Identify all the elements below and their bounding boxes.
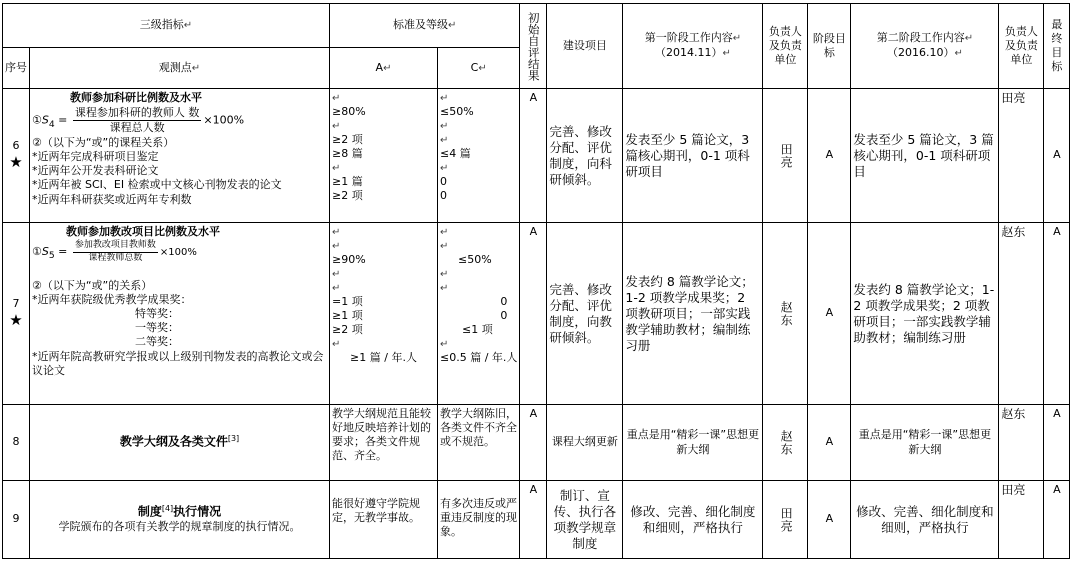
table-row — [3, 89, 1070, 223]
row-phase1: 重点是用“精彩一课”思想更新大纲 — [623, 405, 763, 481]
row-seq: 8 — [3, 405, 30, 481]
row-target: A — [808, 481, 851, 559]
table-row — [3, 405, 1070, 481]
row-person1: 田亮 — [763, 481, 808, 559]
row-observation: 制度[4]执行情况 学院颁布的各项有关教学的规章制度的执行情况。 — [30, 481, 330, 559]
row-final: A — [1044, 481, 1070, 559]
header-responsible: 负责人及负责单位 — [763, 4, 808, 89]
row-person1: 赵东 — [763, 223, 808, 405]
row-project: 课程大纲更新 — [547, 405, 623, 481]
header-initial: 初始自评结果 — [520, 4, 547, 89]
row-target: A — [808, 89, 851, 223]
row-seq: 9 — [3, 481, 30, 559]
row-phase2: 发表约 8 篇教学论文；1-2 项教学成果奖；2 项教研项目；一部实践教学辅助教材；编制练习册 — [851, 223, 999, 405]
row-phase2: 发表至少 5 篇论文，3 篇核心期刊，0-1 项科研项目 — [851, 89, 999, 223]
row-grade-c: ↵ ≤50% ↵ ↵ ≤4 篇 ↵ 0 0 — [438, 89, 520, 223]
row-project: 完善、修改分配、评优制度，向教研倾斜。 — [547, 223, 623, 405]
evaluation-table — [2, 3, 1070, 559]
row-initial: A — [520, 405, 547, 481]
header-project: 建设项目 — [547, 4, 623, 89]
header-observation: 观测点↵ — [30, 48, 330, 89]
header-target: 阶段目标 — [808, 4, 851, 89]
header-grade-a: A↵ — [330, 48, 438, 89]
row-initial: A — [520, 481, 547, 559]
row-phase1: 发表至少 5 篇论文，3 篇核心期刊，0-1 项科研项目 — [623, 89, 763, 223]
header-responsible2: 负责人及负责单位 — [999, 4, 1044, 89]
header-level3: 三级指标↵ — [3, 4, 330, 48]
row-initial: A — [520, 223, 547, 405]
row-person2: 田亮 — [999, 481, 1044, 559]
row-project: 完善、修改分配、评优制度，向科研倾斜。 — [547, 89, 623, 223]
header-grade-c: C↵ — [438, 48, 520, 89]
row-phase2: 重点是用“精彩一课”思想更新大纲 — [851, 405, 999, 481]
row-observation: 教学大纲及各类文件[3] — [30, 405, 330, 481]
header-final: 最终目标 — [1044, 4, 1070, 89]
star-icon: ★ — [9, 152, 23, 171]
row-grade-c: ↵ ↵ ≤50% ↵ ↵ 0 0 ≤1 项 ↵ ≤0.5 篇 / 年.人 — [438, 223, 520, 405]
row-phase1: 修改、完善、细化制度和细则，严格执行 — [623, 481, 763, 559]
row-target: A — [808, 223, 851, 405]
row-observation: 教师参加科研比例数及水平 $①S_4$ = $\frac{\text{课程参加科研的教师人 数}}{\text{课程总人数}}$ ×100% ②（以下为“或”的课程关系） *近两年完成科研项目鉴定 *近两年公开发表科研论文 *近两年被 SCI、EI 检索或中文核心刊物发表的论文 *近两年科研获奖或近两年专利数 — [30, 89, 330, 223]
row-person1: 赵东 — [763, 405, 808, 481]
row-phase1: 发表约 8 篇教学论文；1-2 项教学成果奖；2 项教研项目；一部实践教学辅助教材；编制练习册 — [623, 223, 763, 405]
row-grade-c: 有多次违反或严重违反制度的现象。 — [438, 481, 520, 559]
row-final: A — [1044, 223, 1070, 405]
row-grade-a: 教学大纲规范且能较好地反映培养计划的要求；各类文件规范、齐全。 — [330, 405, 438, 481]
header-seq: 序号 — [3, 48, 30, 89]
row-person1: 田亮 — [763, 89, 808, 223]
row-grade-a: ↵ ≥80% ↵ ≥2 项 ≥8 篇 ↵ ≥1 篇 ≥2 项 — [330, 89, 438, 223]
row-project: 制订、宣传、执行各项教学规章制度 — [547, 481, 623, 559]
row-grade-a: 能很好遵守学院规定，无教学事故。 — [330, 481, 438, 559]
row-person2: 赵东 — [999, 223, 1044, 405]
row-grade-c: 教学大纲陈旧，各类文件不齐全或不规范。 — [438, 405, 520, 481]
row-person2: 赵东 — [999, 405, 1044, 481]
table-row — [3, 481, 1070, 559]
row-seq: 6 ★ — [3, 89, 30, 223]
header-phase2: 第二阶段工作内容↵ （2016.10）↵ — [851, 4, 999, 89]
table-row — [3, 223, 1070, 405]
row-final: A — [1044, 89, 1070, 223]
row-target: A — [808, 405, 851, 481]
row-seq: 7 ★ — [3, 223, 30, 405]
row-initial: A — [520, 89, 547, 223]
header-phase1: 第一阶段工作内容↵ （2014.11）↵ — [623, 4, 763, 89]
row-observation: 教师参加教改项目比例数及水平 $①S_5$ = $\frac{\text{参加教改项目教师数}}{\text{课程教师总数}}$ ×100% ②（以下为“或”的关系） *近两年获院级优秀教学成果奖： 特等奖： 一等奖： 二等奖： *近两年院高教研究学报或以上级别刊物发表的高教论文或会议论文 — [30, 223, 330, 405]
header-standard: 标准及等级↵ — [330, 4, 520, 48]
row-phase2: 修改、完善、细化制度和细则，严格执行 — [851, 481, 999, 559]
row-grade-a: ↵ ↵ ≥90% ↵ ↵ =1 项 ≥1 项 ≥2 项 ↵ ≥1 篇 / 年.人 — [330, 223, 438, 405]
row-final: A — [1044, 405, 1070, 481]
star-icon: ★ — [9, 310, 23, 329]
row-person2: 田亮 — [999, 89, 1044, 223]
